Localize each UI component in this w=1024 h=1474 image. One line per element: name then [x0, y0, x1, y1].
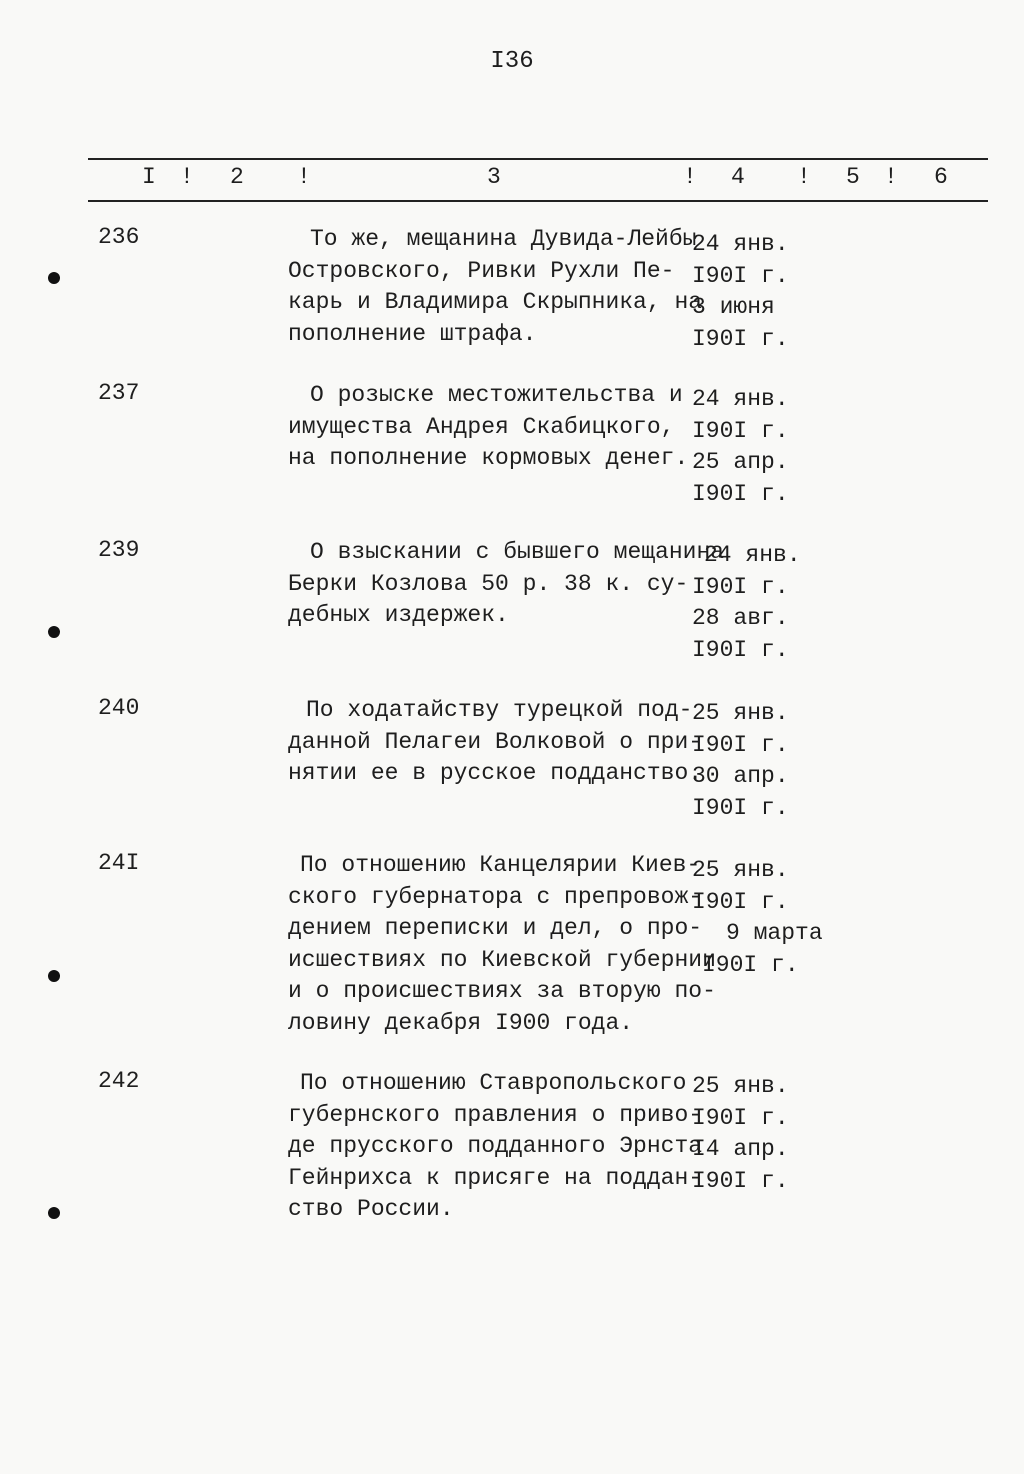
description-line: По отношению Ставропольского: [300, 1070, 687, 1096]
column-header-5: 5: [846, 164, 860, 190]
description-line: Гейнрихса к присяге на поддан-: [288, 1164, 703, 1191]
column-separator: !: [683, 164, 697, 190]
description-line: де прусского подданного Эрнста: [288, 1133, 703, 1159]
description-line: пополнение штрафа.: [288, 320, 537, 347]
date-line: 9 марта: [726, 920, 823, 946]
description-line: По отношению Канцелярии Киев-: [300, 852, 701, 878]
record-description: [288, 224, 703, 350]
description-line: исшествиях по Киевской губернии: [288, 946, 716, 973]
record-number: 24I: [98, 850, 140, 876]
record-number: 237: [98, 380, 140, 406]
record-number: 242: [98, 1068, 140, 1094]
date-line: I90I г.: [692, 262, 789, 289]
description-line: Берки Козлова 50 р. 38 к. су-: [288, 570, 689, 597]
record-description: [288, 537, 725, 632]
date-line: I90I г.: [692, 1167, 789, 1194]
record-description: [288, 380, 688, 475]
record-dates: [692, 229, 789, 355]
record-description: [288, 850, 716, 1039]
record-description: [288, 695, 703, 790]
date-line: 25 янв.: [692, 1073, 789, 1099]
description-line: ского губернатора с препровож-: [288, 883, 703, 910]
punch-hole: [48, 970, 60, 982]
date-line: 24 янв.: [692, 231, 789, 257]
record-number: 240: [98, 695, 140, 721]
description-line: О розыске местожительства и: [310, 382, 683, 408]
description-line: То же, мещанина Дувида-Лейбы: [310, 226, 697, 252]
date-line: I90I г.: [692, 480, 789, 507]
record-dates: [692, 384, 789, 510]
date-line: 28 авг.: [692, 605, 789, 631]
date-line: I90I г.: [692, 1104, 789, 1131]
punch-hole: [48, 272, 60, 284]
column-separator: !: [180, 164, 194, 190]
description-line: Островского, Ривки Рухли Пе-: [288, 257, 675, 284]
date-line: I90I г.: [692, 573, 789, 600]
date-line: 25 янв.: [692, 857, 789, 883]
date-line: I90I г.: [692, 636, 789, 663]
date-line: I90I г.: [702, 951, 799, 978]
description-line: карь и Владимира Скрыпника, на: [288, 289, 703, 315]
date-line: 30 апр.: [692, 763, 789, 789]
date-line: I90I г.: [692, 731, 789, 758]
date-line: I90I г.: [692, 794, 789, 821]
record-dates: [692, 698, 789, 824]
description-line: ловину декабря I900 года.: [288, 1009, 634, 1036]
record-dates: [692, 540, 801, 666]
description-line: О взыскании с бывшего мещанина: [310, 539, 725, 565]
date-line: I90I г.: [692, 325, 789, 352]
record-dates: [692, 1071, 789, 1197]
date-line: 3 июня: [692, 294, 775, 320]
column-separator: !: [797, 164, 811, 190]
date-line: I90I г.: [692, 417, 789, 444]
description-line: данной Пелагеи Волковой о при-: [288, 728, 703, 755]
description-line: По ходатайству турецкой под-: [306, 697, 693, 723]
record-number: 239: [98, 537, 140, 563]
date-line: I4 апр.: [692, 1136, 789, 1162]
record-number: 236: [98, 224, 140, 250]
column-header-1: I: [142, 164, 156, 190]
header-top-rule: [88, 158, 988, 160]
description-line: и о происшествиях за вторую по-: [288, 978, 716, 1004]
description-line: ство России.: [288, 1196, 454, 1222]
page-number: I36: [490, 48, 534, 75]
column-separator: !: [297, 164, 311, 190]
column-header-4: 4: [731, 164, 745, 190]
date-line: 24 янв.: [704, 542, 801, 568]
column-header-2: 2: [230, 164, 244, 190]
description-line: дением переписки и дел, о про-: [288, 915, 703, 941]
column-header-3: 3: [487, 164, 501, 190]
description-line: губернского правления о приво-: [288, 1101, 703, 1128]
column-separator: !: [884, 164, 898, 190]
record-dates: [692, 855, 823, 981]
date-line: I90I г.: [692, 888, 789, 915]
date-line: 25 янв.: [692, 700, 789, 726]
description-line: имущества Андрея Скабицкого,: [288, 413, 675, 440]
description-line: на пополнение кормовых денег.: [288, 445, 689, 471]
punch-hole: [48, 1207, 60, 1219]
date-line: 25 апр.: [692, 449, 789, 475]
column-header-6: 6: [934, 164, 948, 190]
description-line: нятии ее в русское подданство.: [288, 760, 703, 786]
description-line: дебных издержек.: [288, 602, 509, 628]
date-line: 24 янв.: [692, 386, 789, 412]
punch-hole: [48, 626, 60, 638]
record-description: [288, 1068, 703, 1226]
header-bottom-rule: [88, 200, 988, 202]
